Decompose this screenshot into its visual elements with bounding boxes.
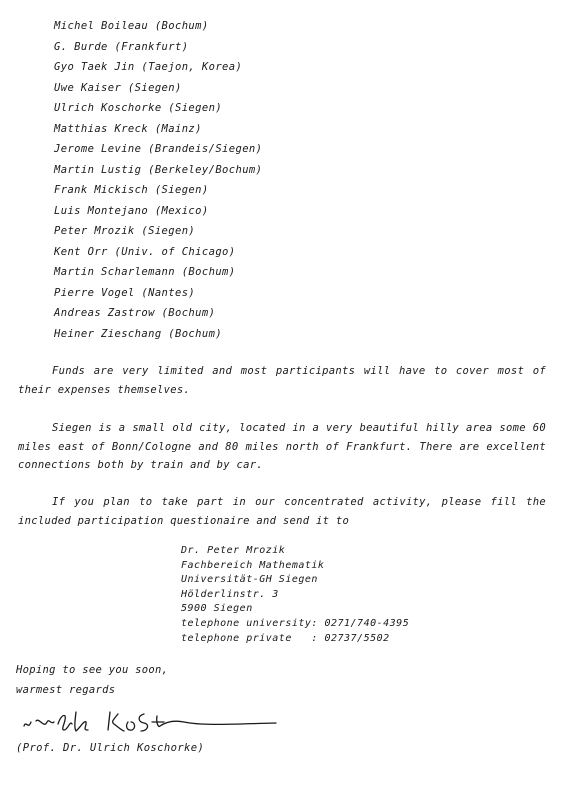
address-line: Hölderlinstr. 3 xyxy=(181,588,279,600)
participant-item: Michel Boileau (Bochum) xyxy=(54,20,209,32)
participant-item: Martin Lustig (Berkeley/Bochum) xyxy=(54,163,263,176)
funding-paragraph: Funds are very limited and most participants will have to cover most of their expenses themselves. xyxy=(18,365,546,396)
participant-item: Gyo Taek Jin (Taejon, Korea) xyxy=(54,61,243,73)
address-line: telephone private : 02737/5502 xyxy=(181,632,390,644)
address-line: Dr. Peter Mrozik xyxy=(181,545,286,556)
participant-item: Ulrich Koschorke (Siegen) xyxy=(54,102,223,114)
participant-item: G. Burde (Frankfurt) xyxy=(54,40,189,53)
participant-item: Heiner Zieschang (Bochum) xyxy=(54,327,223,340)
signer-name: (Prof. Dr. Ulrich Koschorke) xyxy=(16,742,205,754)
participant-item: Peter Mrozik (Siegen) xyxy=(54,225,196,237)
participant-item: Matthias Kreck (Mainz) xyxy=(54,122,202,135)
location-paragraph: Siegen is a small old city, located in a very beautiful hilly area some 60 miles east of Bonn/Cologne and 80 miles north of Frankfurt. There are excellent connections both by train and by car. xyxy=(18,422,546,471)
address-line: Universität-GH Siegen xyxy=(181,574,318,586)
participant-item: Luis Montejano (Mexico) xyxy=(54,204,209,217)
participant-item: Frank Mickisch (Siegen) xyxy=(54,184,209,196)
closing-regards: warmest regards xyxy=(16,684,116,696)
participant-item: Kent Orr (Univ. of Chicago) xyxy=(54,245,236,258)
participant-item: Pierre Vogel (Nantes) xyxy=(54,286,196,299)
address-line: Fachbereich Mathematik xyxy=(181,559,325,571)
handwritten-signature xyxy=(14,700,294,742)
instructions-paragraph: If you plan to take part in our concentrated activity, please fill the included participation questionaire and send it to xyxy=(18,496,546,527)
contact-address-block xyxy=(181,544,409,646)
participant-item: Martin Scharlemann (Bochum) xyxy=(54,266,236,278)
participant-item: Jerome Levine (Brandeis/Siegen) xyxy=(54,143,263,155)
closing-line: Hoping to see you soon, xyxy=(16,664,169,676)
address-line: telephone university: 0271/740-4395 xyxy=(181,617,410,629)
participant-list xyxy=(54,16,262,344)
closing-block xyxy=(16,660,168,700)
address-line: 5900 Siegen xyxy=(181,603,253,615)
participant-item: Uwe Kaiser (Siegen) xyxy=(54,81,182,94)
participant-item: Andreas Zastrow (Bochum) xyxy=(54,307,216,319)
